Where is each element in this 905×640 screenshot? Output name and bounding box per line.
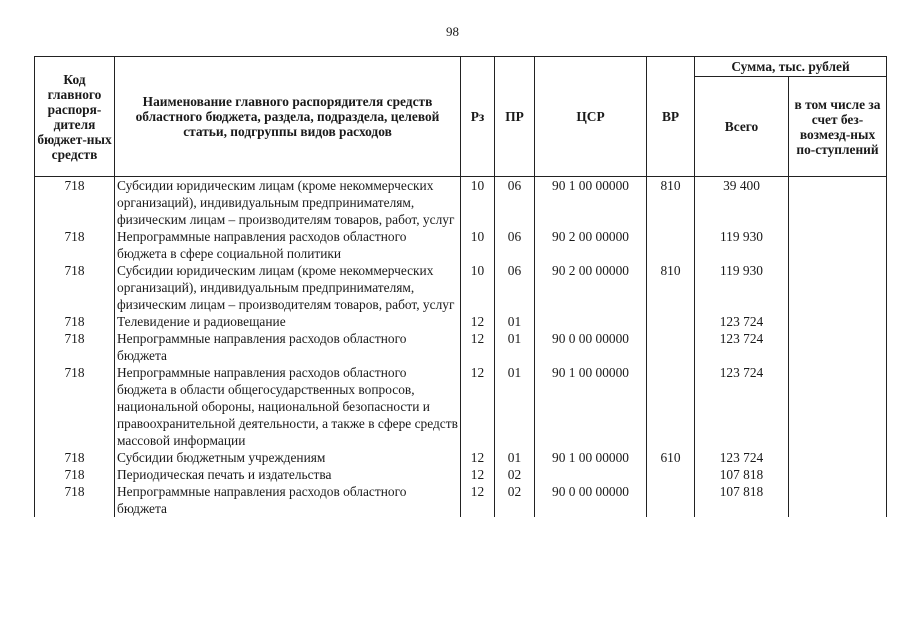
pr-cell: 06 bbox=[495, 262, 535, 313]
free-cell bbox=[789, 330, 887, 364]
header-pr: ПР bbox=[495, 57, 535, 177]
rz-cell: 12 bbox=[461, 313, 495, 330]
vr-cell bbox=[647, 364, 695, 449]
csr-cell: 90 1 00 00000 bbox=[535, 364, 647, 449]
free-cell bbox=[789, 313, 887, 330]
vr-cell: 610 bbox=[647, 449, 695, 466]
pr-cell: 01 bbox=[495, 449, 535, 466]
code-cell: 718 bbox=[35, 449, 115, 466]
free-cell bbox=[789, 262, 887, 313]
total-cell: 39 400 bbox=[695, 177, 789, 229]
rz-cell: 12 bbox=[461, 364, 495, 449]
header-rz: Рз bbox=[461, 57, 495, 177]
code-cell: 718 bbox=[35, 262, 115, 313]
name-cell: Непрограммные направления расходов областного бюджета bbox=[115, 330, 461, 364]
csr-cell: 90 1 00 00000 bbox=[535, 177, 647, 229]
name-cell: Субсидии юридическим лицам (кроме некоммерческих организаций), индивидуальным предпринимателям, физическим лицам – производителям товаров, работ, услуг bbox=[115, 262, 461, 313]
vr-cell: 810 bbox=[647, 177, 695, 229]
table-header bbox=[35, 57, 887, 177]
pr-cell: 01 bbox=[495, 313, 535, 330]
code-cell: 718 bbox=[35, 177, 115, 229]
header-total: Всего bbox=[695, 77, 789, 177]
name-cell: Периодическая печать и издательства bbox=[115, 466, 461, 483]
pr-cell: 01 bbox=[495, 364, 535, 449]
table-row bbox=[35, 364, 887, 449]
rz-cell: 12 bbox=[461, 466, 495, 483]
pr-cell: 02 bbox=[495, 483, 535, 517]
csr-cell bbox=[535, 313, 647, 330]
code-cell: 718 bbox=[35, 466, 115, 483]
name-cell: Непрограммные направления расходов областного бюджета bbox=[115, 483, 461, 517]
vr-cell bbox=[647, 466, 695, 483]
table-row bbox=[35, 466, 887, 483]
header-code: Код главного распоря-дителя бюджет-ных средств bbox=[35, 57, 115, 177]
rz-cell: 12 bbox=[461, 449, 495, 466]
vr-cell bbox=[647, 313, 695, 330]
table-row bbox=[35, 330, 887, 364]
vr-cell bbox=[647, 483, 695, 517]
budget-table bbox=[34, 56, 887, 517]
total-cell: 107 818 bbox=[695, 466, 789, 483]
total-cell: 119 930 bbox=[695, 228, 789, 262]
rz-cell: 10 bbox=[461, 262, 495, 313]
free-cell bbox=[789, 449, 887, 466]
total-cell: 119 930 bbox=[695, 262, 789, 313]
name-cell: Непрограммные направления расходов областного бюджета в сфере социальной политики bbox=[115, 228, 461, 262]
table-body bbox=[35, 177, 887, 518]
table-row bbox=[35, 313, 887, 330]
csr-cell: 90 2 00 00000 bbox=[535, 228, 647, 262]
pr-cell: 06 bbox=[495, 177, 535, 229]
vr-cell: 810 bbox=[647, 262, 695, 313]
free-cell bbox=[789, 466, 887, 483]
rz-cell: 10 bbox=[461, 177, 495, 229]
table-row bbox=[35, 228, 887, 262]
header-free: в том числе за счет без-возмезд-ных по-ступлений bbox=[789, 77, 887, 177]
code-cell: 718 bbox=[35, 483, 115, 517]
total-cell: 107 818 bbox=[695, 483, 789, 517]
vr-cell bbox=[647, 330, 695, 364]
header-sum: Сумма, тыс. рублей bbox=[695, 57, 887, 77]
free-cell bbox=[789, 364, 887, 449]
rz-cell: 12 bbox=[461, 330, 495, 364]
rz-cell: 12 bbox=[461, 483, 495, 517]
total-cell: 123 724 bbox=[695, 449, 789, 466]
code-cell: 718 bbox=[35, 330, 115, 364]
header-name: Наименование главного распорядителя средств областного бюджета, раздела, подраздела, целевой статьи, подгруппы видов расходов bbox=[115, 57, 461, 177]
header-csr: ЦСР bbox=[535, 57, 647, 177]
csr-cell: 90 1 00 00000 bbox=[535, 449, 647, 466]
code-cell: 718 bbox=[35, 313, 115, 330]
csr-cell bbox=[535, 466, 647, 483]
free-cell bbox=[789, 177, 887, 229]
vr-cell bbox=[647, 228, 695, 262]
free-cell bbox=[789, 228, 887, 262]
csr-cell: 90 0 00 00000 bbox=[535, 330, 647, 364]
header-vr: ВР bbox=[647, 57, 695, 177]
code-cell: 718 bbox=[35, 364, 115, 449]
name-cell: Телевидение и радиовещание bbox=[115, 313, 461, 330]
page-number: 98 bbox=[446, 24, 459, 39]
name-cell: Субсидии бюджетным учреждениям bbox=[115, 449, 461, 466]
name-cell: Субсидии юридическим лицам (кроме некоммерческих организаций), индивидуальным предпринимателям, физическим лицам – производителям товаров, работ, услуг bbox=[115, 177, 461, 229]
total-cell: 123 724 bbox=[695, 364, 789, 449]
pr-cell: 06 bbox=[495, 228, 535, 262]
name-cell: Непрограммные направления расходов областного бюджета в области общегосударственных вопросов, национальной обороны, национальной безопасности и правоохранительной деятельности, а также в сфере средств массовой информации bbox=[115, 364, 461, 449]
free-cell bbox=[789, 483, 887, 517]
rz-cell: 10 bbox=[461, 228, 495, 262]
code-cell: 718 bbox=[35, 228, 115, 262]
table-row bbox=[35, 177, 887, 229]
total-cell: 123 724 bbox=[695, 330, 789, 364]
csr-cell: 90 2 00 00000 bbox=[535, 262, 647, 313]
table-row bbox=[35, 483, 887, 517]
pr-cell: 02 bbox=[495, 466, 535, 483]
pr-cell: 01 bbox=[495, 330, 535, 364]
total-cell: 123 724 bbox=[695, 313, 789, 330]
table-row bbox=[35, 262, 887, 313]
table-row bbox=[35, 449, 887, 466]
csr-cell: 90 0 00 00000 bbox=[535, 483, 647, 517]
